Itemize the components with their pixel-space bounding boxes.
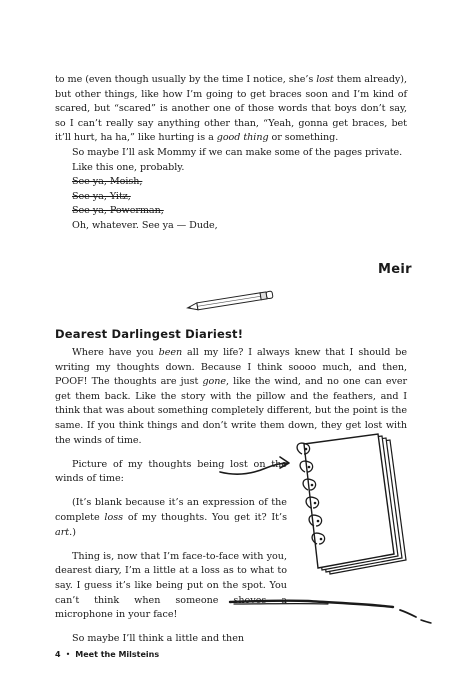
paragraph-picture: Picture of my thoughts being lost on the winds of time: [55, 458, 287, 485]
paragraph-face-to-face: Thing is, now that I’m face-to-face with you, dearest diary, I’m a little at a loss as to what to say. I guess it’s like being put on the spot. You can’t think when someone shoves a microphone in your face! [55, 550, 287, 621]
paragraph-continuation: to me (even though usually by the time I notice, she’s lost them already), but other things, like how I’m going to get braces soon and I’m kind of scared, but “scared” is another one of those words that boys don’t say, so I can’t really say anything other than, “Yeah, gonna get braces, bet it’ll hurt, ha ha,” like hurting is a good thing or something. [55, 74, 407, 144]
struck-line-3: See ya, Powerman, [72, 205, 164, 217]
struck-line-2: See ya, Yitz, [72, 190, 131, 202]
notebook-icon [292, 432, 412, 582]
paragraph-think-a-little: So maybe I’ll think a little and then [72, 633, 245, 645]
paragraph-like-this: Like this one, probably. [72, 161, 185, 173]
footer-separator: • [65, 650, 71, 659]
pencil-icon [183, 290, 279, 312]
page-number: 4 [55, 650, 61, 659]
diary-entry-heading: Dearest Darlingest Diariest! [55, 327, 244, 341]
trailing-scribble-icon [228, 590, 438, 630]
book-title: Meet the Milsteins [75, 650, 160, 659]
entry-paragraph-1: Where have you been all my life? I always knew that I should be writing my thoughts down. Because I think soooo much, and then, POOF! The thoughts are just gone, like the wind, and no one can ever get them back. Like the story with the pillow and the feathers, and I think that was about something completely different, but the point is the same. If you think things and don’t write them down, they get lost with the winds of time. [55, 347, 407, 446]
struck-line-1: See ya, Moish, [72, 176, 143, 188]
top-text-block [55, 73, 407, 234]
page-footer [55, 650, 159, 659]
arrow-icon [218, 450, 294, 480]
paragraph-whatever: Oh, whatever. See ya — Dude, [72, 219, 218, 231]
paragraph-blank-art: (It’s blank because it’s an expression of the complete loss of my thoughts. You get it? It’s art.) [55, 497, 287, 538]
paragraph-ask-mommy: So maybe I’ll ask Mommy if we can make some of the pages private. [72, 146, 403, 158]
signature: Meir [378, 262, 412, 277]
